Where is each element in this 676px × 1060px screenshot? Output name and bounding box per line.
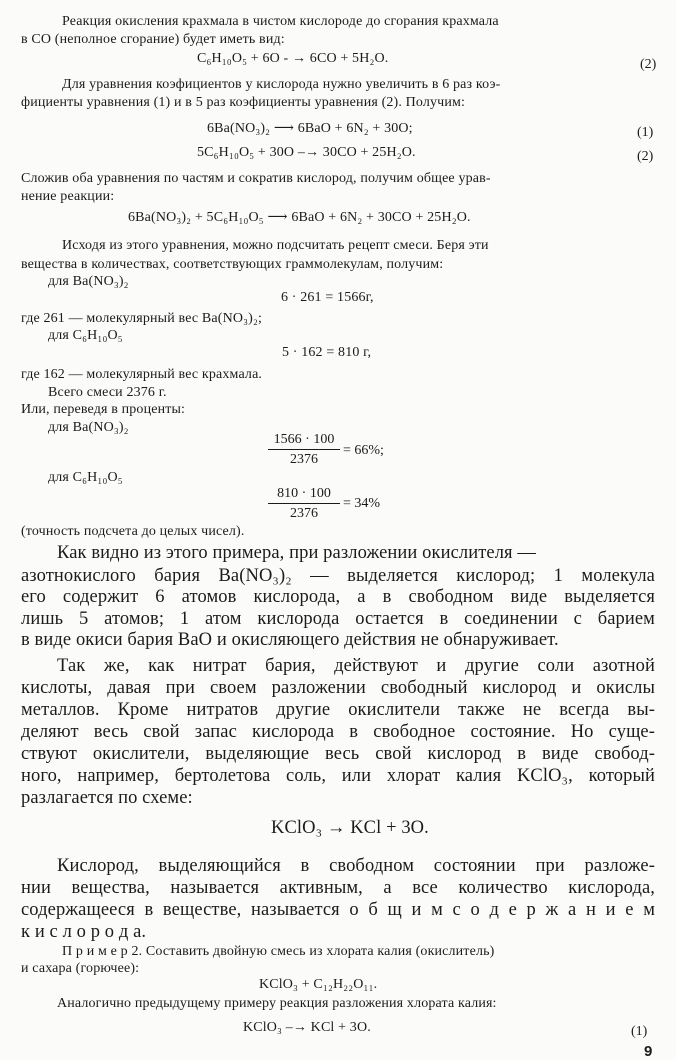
text-line: вещества в количествах, соответствующих граммолекулам, получим:: [21, 257, 444, 272]
fraction-denominator: 2376: [290, 506, 318, 521]
fraction-numerator: 1566 · 100: [268, 433, 340, 450]
text-line: деляют весь свой запас кислорода в свободное состояние. Но суще-: [21, 722, 655, 742]
text-line: Реакция окисления крахмала в чистом кислороде до сгорания крахмала: [62, 14, 499, 29]
text-line: (точность подсчета до целых чисел).: [21, 524, 245, 539]
text-line: для C₆H₁₀O₅: [48, 470, 123, 485]
equation-number: (2): [637, 149, 654, 164]
text-line: для Ba(NO₃)₂: [48, 420, 129, 435]
text-line: где 261 — молекулярный вес Ba(NO₃)₂;: [21, 311, 263, 326]
text-line: для Ba(NO₃)₂: [48, 274, 129, 289]
fraction-result: = 34%: [343, 496, 381, 511]
text-line: и сахара (горючее):: [21, 961, 140, 976]
text-line: нение реакции:: [21, 189, 115, 204]
equation: 6Ba(NO₃)₂ ⟶ 6BaO + 6N₂ + 30O;: [207, 121, 413, 136]
fraction: [268, 487, 340, 521]
text-line: содержащееся в веществе, называется о б щ и м с о д е р ж а н и е м: [21, 900, 655, 920]
text-line: для C₆H₁₀O₅: [48, 328, 123, 343]
equation-number: (1): [637, 125, 654, 140]
fraction: [268, 433, 340, 467]
text-line: азотнокислого бария Ba(NO₃)₂ — выделяется кислород; 1 молекула: [21, 566, 655, 586]
text-line: ного, например, бертолетова соль, или хлорат калия KClO₃, который: [21, 766, 655, 786]
fraction-denominator: 2376: [290, 452, 318, 467]
text-line: где 162 — молекулярный вес крахмала.: [21, 367, 263, 382]
fraction-result: = 66%;: [343, 443, 384, 458]
text-line: кислоты, давая при своем разложении свободный кислород и окислы: [21, 678, 655, 698]
text-line: его содержит 6 атомов кислорода, а в свободном виде выделяется: [21, 587, 655, 607]
text-line: к и с л о р о д а.: [21, 922, 147, 942]
equation: 5C₆H₁₀O₅ + 30O –→ 30CO + 25H₂O.: [197, 145, 416, 160]
equation: KClO₃ → KCl + 3O.: [271, 818, 429, 838]
text-line: Сложив оба уравнения по частям и сократив кислород, получим общее урав-: [21, 171, 491, 186]
text-line: разлагается по схеме:: [21, 788, 193, 808]
equation: KClO₃ –→ KCl + 3O.: [243, 1020, 371, 1035]
text-line: лишь 5 атомов; 1 атом кислорода остается в соединении с барием: [21, 609, 655, 629]
text-line: ствуют окислители, выделяющие весь свой кислород в виде свобод-: [21, 744, 655, 764]
text-line: Исходя из этого уравнения, можно подсчитать рецепт смеси. Беря эти: [62, 238, 489, 253]
calculation: 5 · 162 = 810 г,: [282, 345, 372, 360]
text-line: П р и м е р 2. Составить двойную смесь из хлората калия (окислитель): [62, 944, 495, 959]
text-line: Аналогично предыдущему примеру реакция разложения хлората калия:: [57, 996, 497, 1011]
text-line: металлов. Кроме нитратов другие окислители также не всегда вы-: [21, 700, 655, 720]
page-number: 9: [644, 1043, 653, 1060]
text-line: Как видно из этого примера, при разложении окислителя —: [57, 543, 536, 563]
equation-number: (1): [631, 1024, 648, 1039]
text-line: Так же, как нитрат бария, действуют и другие соли азотной: [57, 656, 655, 676]
text-line: Кислород, выделяющийся в свободном состоянии при разложе-: [57, 856, 655, 876]
text-line: нии вещества, называется активным, а все количество кислорода,: [21, 878, 655, 898]
fraction-numerator: 810 · 100: [268, 487, 340, 504]
equation: 6Ba(NO₃)₂ + 5C₆H₁₀O₅ ⟶ 6BaO + 6N₂ + 30CO + 25H₂O.: [128, 210, 471, 225]
text-line: фициенты уравнения (1) и в 5 раз коэфициенты уравнения (2). Получим:: [21, 95, 466, 110]
equation: KClO₃ + C₁₂H₂₂O₁₁.: [259, 977, 378, 992]
calculation: 6 · 261 = 1566г,: [281, 290, 374, 305]
text-line: в виде окиси бария BaO и окисляющего действия не обнаруживает.: [21, 630, 559, 650]
equation: C₆H₁₀O₅ + 6O - → 6CO + 5H₂O.: [197, 51, 389, 66]
text-line: в СО (неполное сгорание) будет иметь вид:: [21, 32, 285, 47]
text-line: Всего смеси 2376 г.: [48, 385, 167, 400]
text-line: Или, переведя в проценты:: [21, 402, 186, 417]
equation-number: (2): [640, 57, 657, 72]
text-line: Для уравнения коэфициентов у кислорода нужно увеличить в 6 раз коэ-: [62, 77, 501, 92]
